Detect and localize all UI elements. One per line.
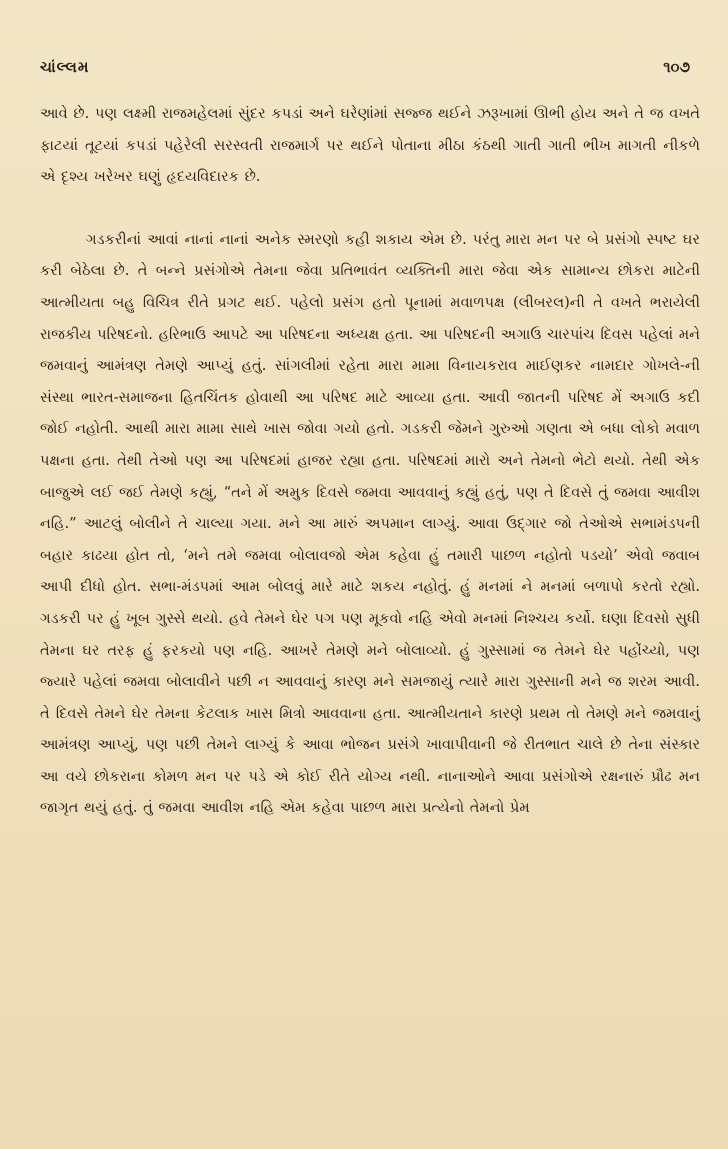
body-text <box>40 98 700 824</box>
running-head: ચાંલ્લમ <box>40 58 90 76</box>
page-header <box>40 58 690 80</box>
paragraph: ગડકરીનાં આવાં નાનાં નાનાં અનેક સ્મરણો કહી શકાય એમ છે. પરંતુ મારા મન પર બે પ્રસંગો સ્પષ્ટ ઘર કરી બેઠેલા છે. તે બન્ને પ્રસંગોએ તેમના જેવા પ્રતિભાવંત વ્યક્તિની મારા જેવા એક સામાન્ય છોકરા માટેની આત્મીયતા બહુ વિચિત્ર રીતે પ્રગટ થઈ. પહેલો પ્રસંગ હતો પૂનામાં મવાળપક્ષ (લીબરલ)ની તે વખતે ભરાયેલી રાજકીય પરિષદનો. હરિભાઉ આપટે આ પરિષદના અધ્યક્ષ હતા. આ પરિષદની અગાઉ ચારપાંચ દિવસ પહેલાં મને જમવાનું આમંત્રણ તેમણે આપ્યું હતું. સાંગલીમાં રહેતા મારા મામા વિનાયકરાવ માઈણકર નામદાર ગોખલે-ની સંસ્થા ભારત-સમાજના હિતચિંતક હોવાથી આ પરિષદ માટે આવ્યા હતા. આવી જાતની પરિષદ મેં અગાઉ કદી જોઈ નહોતી. આથી મારા મામા સાથે ખાસ જોવા ગયો હતો. ગડકરી જેમને ગુરુઓ ગણતા એ બધા લોકો મવાળ પક્ષના હતા. તેથી તેઓ પણ આ પરિષદમાં હાજર રહ્યા હતા. પરિષદમાં મારો અને તેમનો ભેટો થયો. તેથી એક બાજુએ લઈ જઈ તેમણે કહ્યું, “તને મેં અમુક દિવસે જમવા આવવાનું કહ્યું હતું, પણ તે દિવસે તું જમવા આવીશ નહિ.” આટલું બોલીને તે ચાલ્યા ગયા. મને આ મારું અપમાન લાગ્યું. આવા ઉદ્‌ગાર જો તેઓએ સભામંડપની બહાર કાઢયા હોત તો, ‘મને તમે જમવા બોલાવજો એમ કહેવા હું તમારી પાછળ નહોતો પડયો’ એવો જવાબ આપી દીધો હોત. સભા-મંડપમાં આમ બોલવું મારે માટે શકય નહોતું. હું મનમાં ને મનમાં બળાપો કરતો રહ્યો. ગડકરી પર હું ખૂબ ગુસ્સે થયો. હવે તેમને ઘેર પગ પણ મૂકવો નહિ એવો મનમાં નિશ્ચય કર્યો. ઘણા દિવસો સુધી તેમના ઘર તરફ હું ફરકયો પણ નહિ. આખરે તેમણે મને બોલાવ્યો. હું ગુસ્સામાં જ તેમને ઘેર પહોંચ્યો, પણ જ્યારે પહેલાં જમવા બોલાવીને પછી ન આવવાનું કારણ મને સમજાયું ત્યારે મારા ગુસ્સાની મને જ શરમ આવી. તે દિવસે તેમને ઘેર તેમના કેટલાક ખાસ મિત્રો આવવાના હતા. આત્મીયતાને કારણે પ્રથમ તો તેમણે મને જમવાનું આમંત્રણ આપ્યું, પણ પછી તેમને લાગ્યું કે આવા ભોજન પ્રસંગે ખાવાપીવાની જે રીતભાત ચાલે છે તેના સંસ્કાર આ વયે છોકરાના કોમળ મન પર પડે એ કોઈ રીતે યોગ્ય નથી. નાનાઓને આવા પ્રસંગોએ રક્ષનારું પ્રૌઢ મન જાગૃત થયું હતું. તું જમવા આવીશ નહિ એમ કહેવા પાછળ મારા પ્રત્યેનો તેમનો પ્રેમ <box>40 230 700 817</box>
page-number: ૧૦૭ <box>663 58 690 76</box>
paragraph: આવે છે. પણ લક્ષ્મી રાજમહેલમાં સુંદર કપડાં અને ઘરેણાંમાં સજ્જ થઈને ઝરૂખામાં ઊભી હોય અને તે જ વખતે ફાટયાં તૂટયાં કપડાં પહેરેલી સરસ્વતી રાજમાર્ગ પર થઈને પોતાના મીઠા કંઠથી ગાતી ગાતી ભીખ માગતી નીકળે એ દૃશ્ય ખરેખર ઘણું હૃદયવિદારક છે. <box>40 105 700 186</box>
